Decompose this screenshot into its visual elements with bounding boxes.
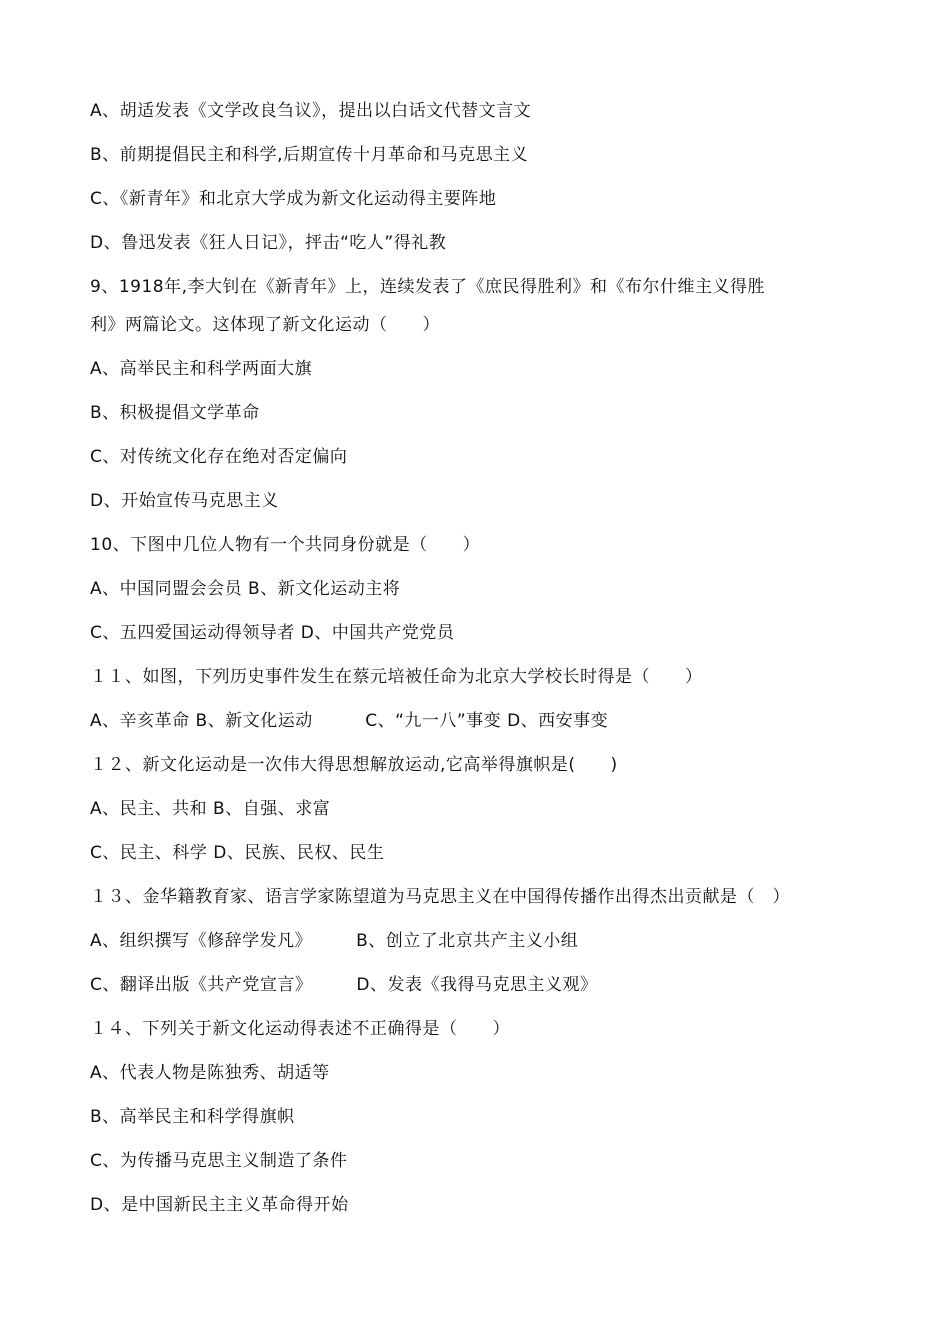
options-cd-q13: C、翻译出版《共产党宣言》 D、发表《我得马克思主义观》 [90,975,598,995]
question-14: １４、下列关于新文化运动得表述不正确得是（ ） [90,1019,510,1039]
option-d-q9: D、开始宣传马克思主义 [90,491,279,511]
question-13: １３、金华籍教育家、语言学家陈望道为马克思主义在中国得传播作出得杰出贡献是（ ） [90,887,790,907]
option-c-q9: C、对传统文化存在绝对否定偏向 [90,447,348,467]
option-d-q8: D、鲁迅发表《狂人日记》，抨击“吃人”得礼教 [90,233,447,253]
options-cd-q12: C、民主、科学 D、民族、民权、民生 [90,843,385,863]
question-9-line-2: 利》两篇论文。这体现了新文化运动（ ） [90,315,440,335]
options-q11: A、辛亥革命 B、新文化运动 C、“九一八”事变 D、西安事变 [90,711,609,731]
option-b-q8: B、前期提倡民主和科学,后期宣传十月革命和马克思主义 [90,145,529,165]
question-10: 10、下图中几位人物有一个共同身份就是（ ） [90,535,481,555]
option-c-q8: C、《新青年》和北京大学成为新文化运动得主要阵地 [90,189,497,209]
question-11: １１、如图，下列历史事件发生在蔡元培被任命为北京大学校长时得是（ ） [90,667,703,687]
question-12: １２、新文化运动是一次伟大得思想解放运动,它高举得旗帜是( ) [90,755,618,775]
option-a-q9: A、高举民主和科学两面大旗 [90,359,313,379]
options-ab-q13: A、组织撰写《修辞学发凡》 B、创立了北京共产主义小组 [90,931,579,951]
option-d-q14: D、是中国新民主主义革命得开始 [90,1195,349,1215]
question-9-line-1: 9、1918年,李大钊在《新青年》上，连续发表了《庶民得胜利》和《布尔什维主义得胜 [90,277,765,297]
options-ab-q12: A、民主、共和 B、自强、求富 [90,799,331,819]
options-cd-q10: C、五四爱国运动得领导者 D、中国共产党党员 [90,623,455,643]
option-a-q8: A、胡适发表《文学改良刍议》，提出以白话文代替文言文 [90,101,532,121]
options-ab-q10: A、中国同盟会会员 B、新文化运动主将 [90,579,401,599]
option-b-q9: B、积极提倡文学革命 [90,403,260,423]
option-a-q14: A、代表人物是陈独秀、胡适等 [90,1063,330,1083]
option-c-q14: C、为传播马克思主义制造了条件 [90,1151,348,1171]
option-b-q14: B、高举民主和科学得旗帜 [90,1107,295,1127]
